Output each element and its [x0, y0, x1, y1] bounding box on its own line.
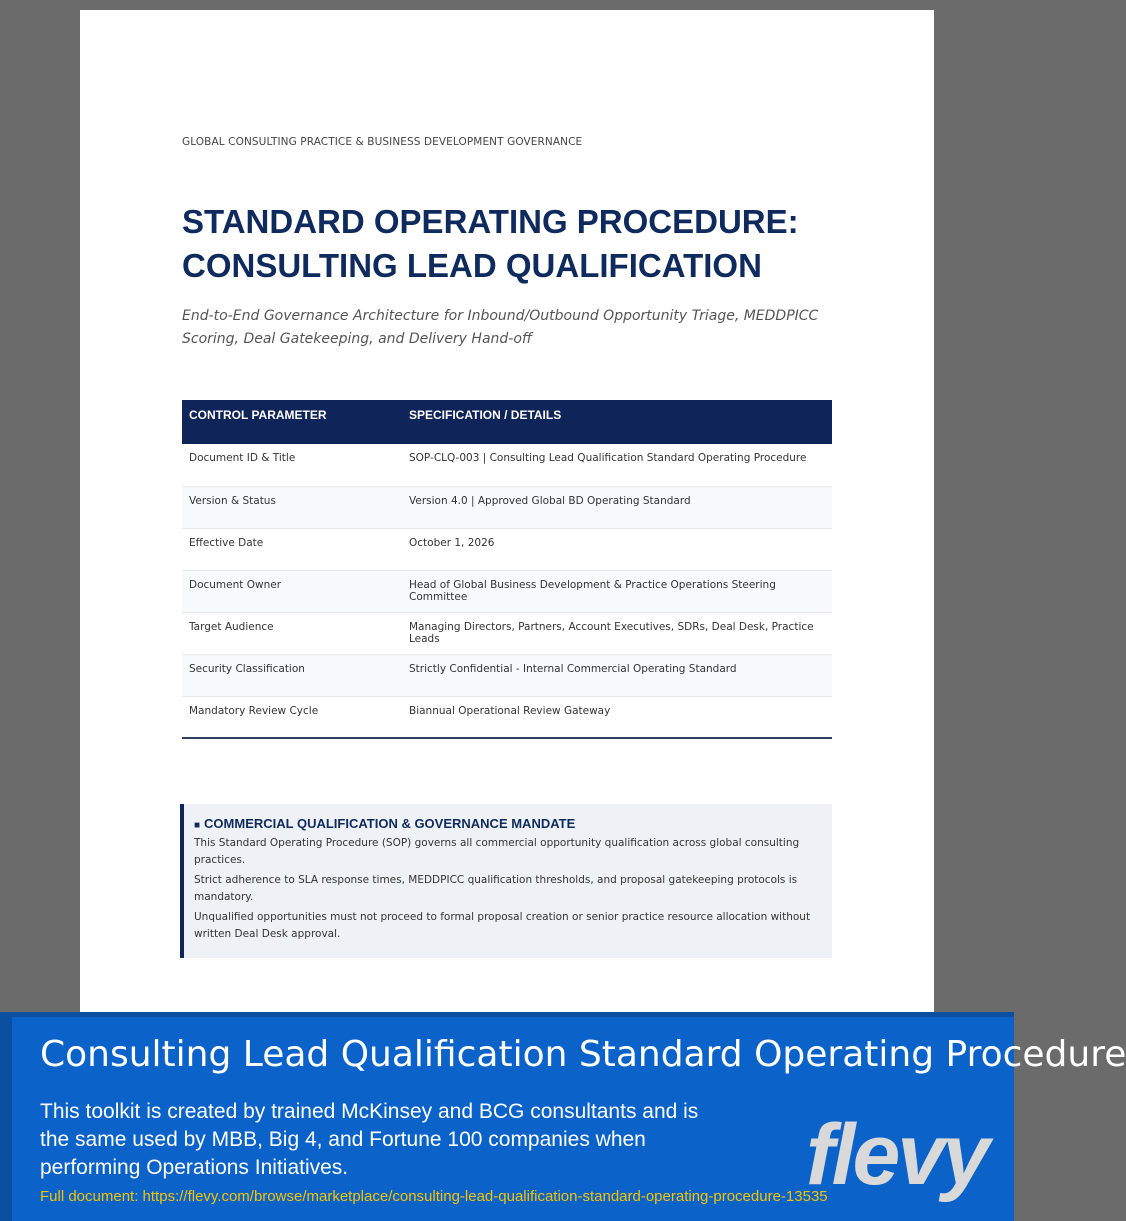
square-bullet-icon: ■ [194, 820, 201, 831]
table-cell: Version & Status [182, 486, 402, 528]
table-row [182, 654, 832, 696]
table-row [182, 612, 832, 654]
document-title [182, 200, 882, 288]
table-row [182, 528, 832, 570]
promo-banner [0, 1012, 1126, 1221]
table-cell: Target Audience [182, 612, 402, 654]
table-row [182, 486, 832, 528]
table-cell: October 1, 2026 [402, 528, 832, 570]
column-header: CONTROL PARAMETER [182, 400, 402, 444]
table-header-row [182, 400, 832, 444]
control-parameter-table [182, 400, 832, 739]
document-subtitle: End-to-End Governance Architecture for Inbound/Outbound Opportunity Triage, MEDDPICC Scoring, Deal Gatekeeping, and Delivery Hand-off [182, 308, 819, 347]
full-document-link[interactable]: Full document: https://flevy.com/browse/marketplace/consulting-lead-qualification-standard-operating-procedure-13535 [40, 1188, 828, 1205]
mandate-callout [180, 804, 832, 958]
document-eyebrow: GLOBAL CONSULTING PRACTICE & BUSINESS DEVELOPMENT GOVERNANCE [182, 136, 583, 148]
banner-left-edge [0, 1012, 12, 1221]
column-header: SPECIFICATION / DETAILS [402, 400, 832, 444]
table-cell: Security Classification [182, 654, 402, 696]
title-line-1: STANDARD OPERATING PROCEDURE: [182, 203, 799, 240]
table-cell: SOP-CLQ-003 | Consulting Lead Qualification Standard Operating Procedure [402, 444, 832, 486]
document-page [80, 10, 934, 1030]
table-cell: Biannual Operational Review Gateway [402, 696, 832, 738]
table-cell: Document Owner [182, 570, 402, 612]
table-cell: Effective Date [182, 528, 402, 570]
banner-description: This toolkit is created by trained McKinsey and BCG consultants and is the same used by MBB, Big 4, and Fortune 100 companies when performing Operations Initiatives. [40, 1100, 699, 1179]
mandate-paragraph: Unqualified opportunities must not proceed to formal proposal creation or senior practice resource allocation without written Deal Desk approval. [194, 911, 811, 940]
banner-title: Consulting Lead Qualification Standard Operating Procedure [40, 1034, 1126, 1075]
table-cell: Mandatory Review Cycle [182, 696, 402, 738]
mandate-heading [194, 816, 822, 831]
table-cell: Head of Global Business Development & Practice Operations Steering Committee [402, 570, 832, 612]
mandate-paragraph: Strict adherence to SLA response times, MEDDPICC qualification thresholds, and proposal gatekeeping protocols is mandatory. [194, 874, 798, 903]
table-row [182, 444, 832, 486]
table-cell: Strictly Confidential - Internal Commercial Operating Standard [402, 654, 832, 696]
mandate-paragraph: This Standard Operating Procedure (SOP) governs all commercial opportunity qualification across global consulting practices. [194, 837, 800, 866]
table-cell: Managing Directors, Partners, Account Executives, SDRs, Deal Desk, Practice Leads [402, 612, 832, 654]
banner-top-divider [0, 1012, 1014, 1017]
table-row [182, 570, 832, 612]
table-cell: Document ID & Title [182, 444, 402, 486]
table-row [182, 696, 832, 738]
table-cell: Version 4.0 | Approved Global BD Operating Standard [402, 486, 832, 528]
mandate-heading-text: COMMERCIAL QUALIFICATION & GOVERNANCE MANDATE [204, 816, 576, 831]
flevy-logo: flevy [806, 1107, 988, 1203]
title-line-2: CONSULTING LEAD QUALIFICATION [182, 247, 762, 284]
